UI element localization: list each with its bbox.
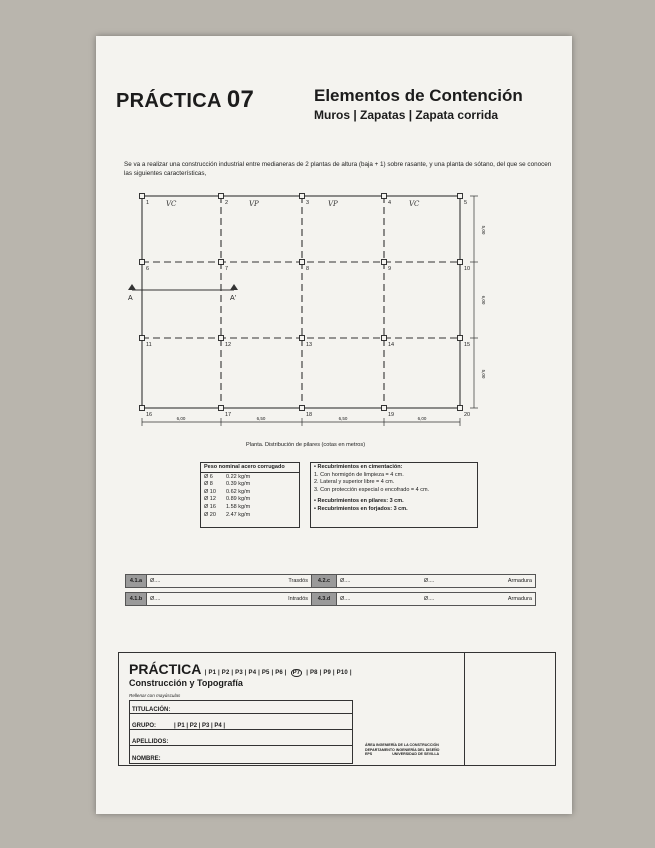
practice-number: 07 [226, 86, 255, 113]
practice-list: | P1 | P2 | P3 | P4 | P5 | P6 | [204, 670, 287, 676]
answer-note: Trasdós [288, 578, 308, 584]
practice-label: PRÁCTICA [116, 90, 221, 112]
steel-weight-table [200, 462, 300, 528]
field-label: NOMBRE: [132, 756, 161, 762]
pillar-marker [300, 406, 305, 411]
student-info-footer [118, 652, 556, 766]
dimension-x: 6,50 [338, 416, 348, 421]
bar-weight: 0.62 kg/m [226, 488, 251, 495]
pillar-number: 16 [146, 412, 153, 418]
pillar-number: 20 [464, 412, 471, 418]
table-row [204, 504, 296, 512]
pillar-number: 14 [388, 342, 395, 348]
cover-item: 2. Lateral y superior libre = 4 cm. [314, 479, 395, 486]
question-label: 4.1.b [125, 592, 147, 606]
table-row [204, 489, 296, 497]
pillar-marker [458, 336, 463, 341]
table-row [204, 496, 296, 504]
titulacion-field[interactable] [130, 701, 352, 714]
page-subtitle: Muros | Zapatas | Zapata corrida [314, 108, 499, 122]
answer-field-4-3-d[interactable] [336, 592, 536, 606]
bar-diameter: Ø 10 [204, 488, 216, 495]
answer-field-4-2-c[interactable] [336, 574, 536, 588]
answer-placeholder: Ø.... [340, 578, 351, 584]
cover-item: 1. Con hormigón de limpieza = 4 cm. [314, 471, 404, 478]
cover-slabs: • Recubrimientos en forjados: 3 cm. [314, 505, 408, 512]
pillar-number: 9 [388, 266, 392, 272]
answer-placeholder: Ø.... [150, 578, 161, 584]
pillar-marker [140, 260, 145, 265]
practice-heading [116, 86, 254, 114]
pillar-number: 8 [306, 266, 310, 272]
question-label: 4.1.a [125, 574, 147, 588]
pillar-marker [140, 406, 145, 411]
pillar-number: 18 [306, 412, 313, 418]
department-line: ÁREA INGENIERÍA DE LA CONSTRUCCIÓN [365, 743, 439, 747]
student-form [129, 700, 353, 764]
pillar-marker [219, 194, 224, 199]
answer-field-4-1-a[interactable] [146, 574, 312, 588]
field-label: TITULACIÓN: [132, 707, 171, 713]
steel-table-title: Peso nominal acero corrugado [201, 464, 299, 473]
pillar-marker [382, 260, 387, 265]
plan-caption: Planta. Distribución de pilares (cotas en metros) [246, 442, 366, 448]
cover-item: 3. Con protección especial o encofrado = 4 cm. [314, 486, 430, 493]
bar-weight: 0.89 kg/m [226, 496, 251, 503]
pillar-marker [300, 336, 305, 341]
answer-field-4-1-b[interactable] [146, 592, 312, 606]
bar-weight: 2.47 kg/m [226, 511, 251, 518]
pillar-number: 17 [225, 412, 232, 418]
pillar-marker [458, 260, 463, 265]
dimension-x: 6,50 [256, 416, 266, 421]
table-row [204, 474, 296, 482]
table-row [204, 512, 296, 520]
answer-note: Armadura [507, 578, 532, 584]
question-label: 4.3.d [311, 592, 337, 606]
field-label: GRUPO: [132, 723, 156, 729]
pillar-marker [382, 336, 387, 341]
pillar-number: 2 [225, 200, 229, 206]
answer-note: Armadura [507, 596, 532, 602]
dimension-x: 6,00 [417, 416, 427, 421]
bar-diameter: Ø 20 [204, 511, 216, 518]
field-label: APELLIDOS: [132, 739, 169, 745]
bar-weight: 0.39 kg/m [226, 481, 251, 488]
nombre-field[interactable] [130, 749, 352, 762]
pillar-marker [458, 194, 463, 199]
course-title: Construcción y Topografía [129, 678, 243, 688]
pillar-number: 11 [146, 342, 152, 348]
answer-placeholder: Ø.... [423, 596, 435, 602]
department-line: EPS UNIVERSIDAD DE SEVILLA [365, 752, 440, 757]
pillar-number: 4 [388, 200, 392, 206]
worksheet-page [96, 36, 572, 814]
dimension-x: 6,00 [176, 416, 186, 421]
pillar-number: 10 [464, 266, 471, 272]
bar-weight: 1.58 kg/m [226, 503, 251, 510]
pillar-number: 1 [146, 200, 150, 206]
dimension-y: 5,00 [481, 225, 486, 235]
dimension-y: 6,00 [481, 295, 486, 305]
cover-pillars: • Recubrimientos en pilares: 3 cm. [314, 498, 404, 505]
pillar-marker [219, 260, 224, 265]
pillar-marker [382, 194, 387, 199]
footer-divider [464, 653, 465, 765]
pillar-marker [300, 194, 305, 199]
pillar-number: 7 [225, 266, 229, 272]
pillar-number: 6 [146, 266, 150, 272]
department-info [365, 743, 439, 757]
selected-practice[interactable]: P7 [292, 670, 301, 676]
pillar-number: 13 [306, 342, 313, 348]
pillar-number: 15 [464, 342, 471, 348]
section-mark-a: A [128, 295, 133, 302]
bar-weight: 0.22 kg/m [226, 473, 251, 480]
pillar-number: 3 [306, 200, 310, 206]
pillar-marker [140, 194, 145, 199]
bar-diameter: Ø 12 [204, 496, 216, 503]
pillar-marker [140, 336, 145, 341]
handwritten-note: VC [409, 200, 420, 208]
department-line: DEPARTAMENTO INGENIERÍA DEL DISEÑO [365, 747, 440, 752]
handwritten-note: VP [249, 200, 259, 208]
apellidos-field[interactable] [130, 733, 352, 746]
fill-instruction: Rellenar con mayúsculas [129, 693, 181, 698]
dimension-y: 5,00 [481, 369, 486, 379]
footer-practice-heading [129, 661, 352, 677]
handwritten-note: VC [166, 200, 177, 208]
pillar-number: 12 [225, 342, 232, 348]
pillar-marker [382, 406, 387, 411]
group-options[interactable]: | P1 | P2 | P3 | P4 | [174, 723, 226, 729]
intro-paragraph: Se va a realizar una construcción industrial entre medianeras de 2 plantas de altura (baja + 1) sobre rasante, y una planta de sótano, del que se conocen las siguientes características, [124, 161, 552, 177]
pillar-marker [458, 406, 463, 411]
question-label: 4.2.c [311, 574, 337, 588]
pillar-number: 19 [388, 412, 395, 418]
section-mark-a-prime: A' [230, 295, 237, 302]
pillar-plan-drawing [126, 186, 506, 442]
pillar-number: 5 [464, 200, 468, 206]
answer-row [126, 574, 538, 588]
footer-practica-label: PRÁCTICA [129, 661, 201, 677]
page-title: Elementos de Contención [314, 86, 523, 105]
pillar-marker [300, 260, 305, 265]
cover-requirements-box [310, 462, 478, 528]
pillar-marker [219, 406, 224, 411]
pillar-marker [219, 336, 224, 341]
bar-diameter: Ø 6 [204, 473, 213, 480]
answer-placeholder: Ø.... [340, 596, 351, 602]
table-row [204, 481, 296, 489]
answer-row [126, 592, 538, 606]
answer-placeholder: Ø.... [423, 578, 435, 584]
bar-diameter: Ø 8 [204, 481, 213, 488]
cover-title: • Recubrimientos en cimentación: [314, 464, 403, 470]
practice-list: | P8 | P9 | P10 | [306, 670, 352, 676]
grupo-field[interactable] [130, 717, 352, 730]
answer-placeholder: Ø.... [150, 596, 161, 602]
bar-diameter: Ø 16 [204, 503, 216, 510]
handwritten-note: VP [328, 200, 338, 208]
answer-note: Intradós [288, 596, 308, 602]
